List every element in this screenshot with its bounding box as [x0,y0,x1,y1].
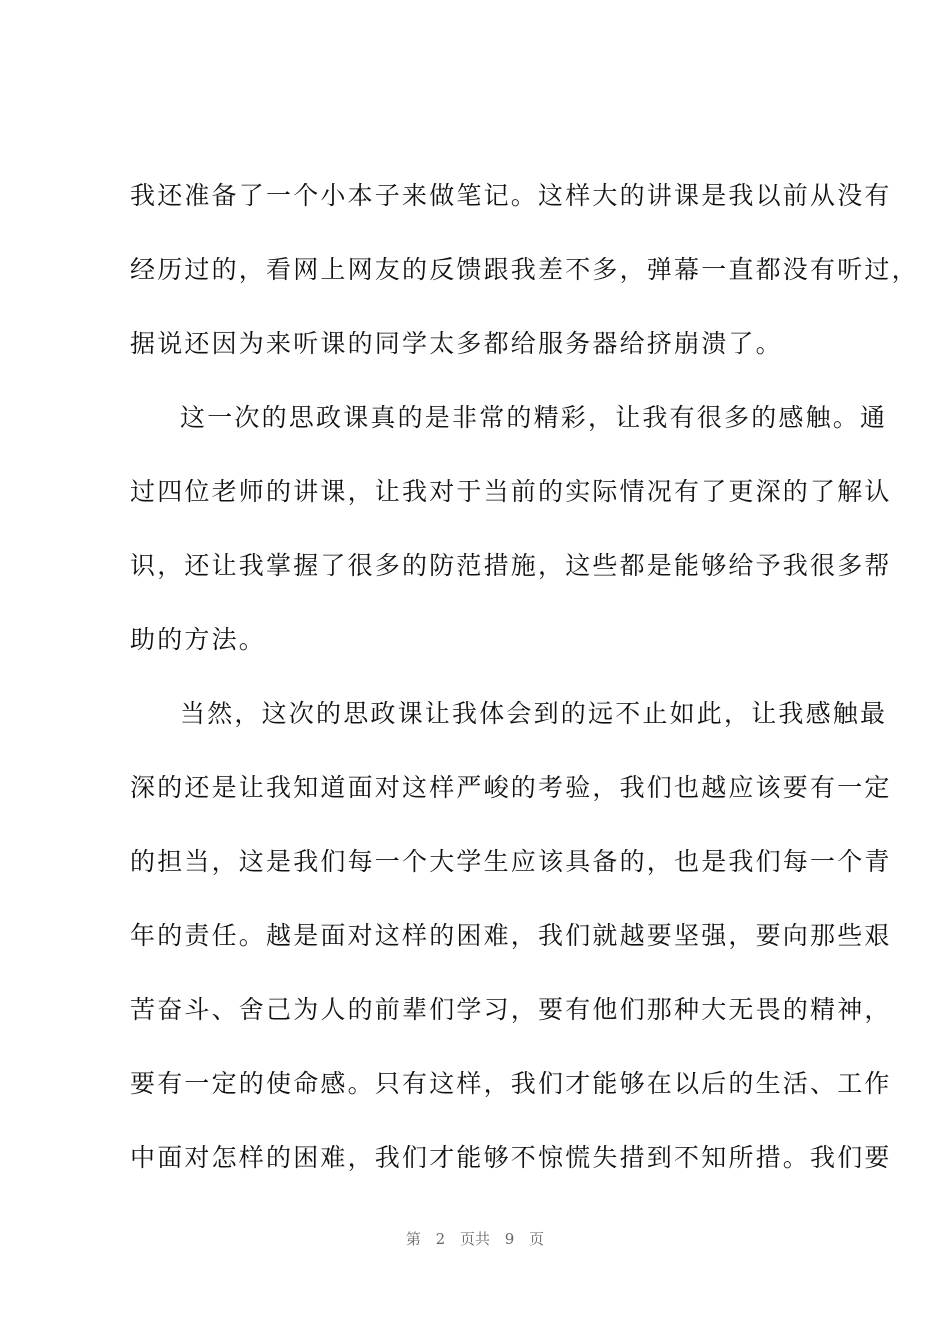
text-line: 深的还是让我知道面对这样严峻的考验，我们也越应该要有一定 [130,773,892,802]
text-line: 助的方法。 [130,625,267,654]
footer-middle: 页共 [459,1230,490,1248]
text-line: 的担当，这是我们每一个大学生应该具备的，也是我们每一个青 [130,847,892,876]
footer-current-page: 2 [435,1230,446,1248]
text-line: 识，还让我掌握了很多的防范措施，这些都是能够给予我很多帮 [130,551,892,580]
body-text [130,170,919,1206]
text-line: 要有一定的使命感。只有这样，我们才能够在以后的生活、工作 [130,1069,892,1098]
text-line: 中面对怎样的困难，我们才能够不惊慌失措到不知所措。我们要 [130,1143,892,1172]
text-line: 经历过的，看网上网友的反馈跟我差不多，弹幕一直都没有听过， [130,255,919,284]
footer-prefix: 第 [405,1230,421,1248]
footer-total-pages: 9 [504,1230,515,1248]
text-line: 年的责任。越是面对这样的困难，我们就越要坚强，要向那些艰 [130,921,892,950]
page-footer [0,1228,950,1249]
text-line: 过四位老师的讲课，让我对于当前的实际情况有了更深的了解认 [130,477,892,506]
text-line: 苦奋斗、舍己为人的前辈们学习，要有他们那种大无畏的精神， [130,995,892,1024]
footer-suffix: 页 [529,1230,545,1248]
paragraph-start-line: 当然，这次的思政课让我体会到的远不止如此，让我感触最 [180,699,888,728]
text-line: 我还准备了一个小本子来做笔记。这样大的讲课是我以前从没有 [130,181,892,210]
text-line: 据说还因为来听课的同学太多都给服务器给挤崩溃了。 [130,329,783,358]
paragraph-start-line: 这一次的思政课真的是非常的精彩，让我有很多的感触。通 [180,403,888,432]
